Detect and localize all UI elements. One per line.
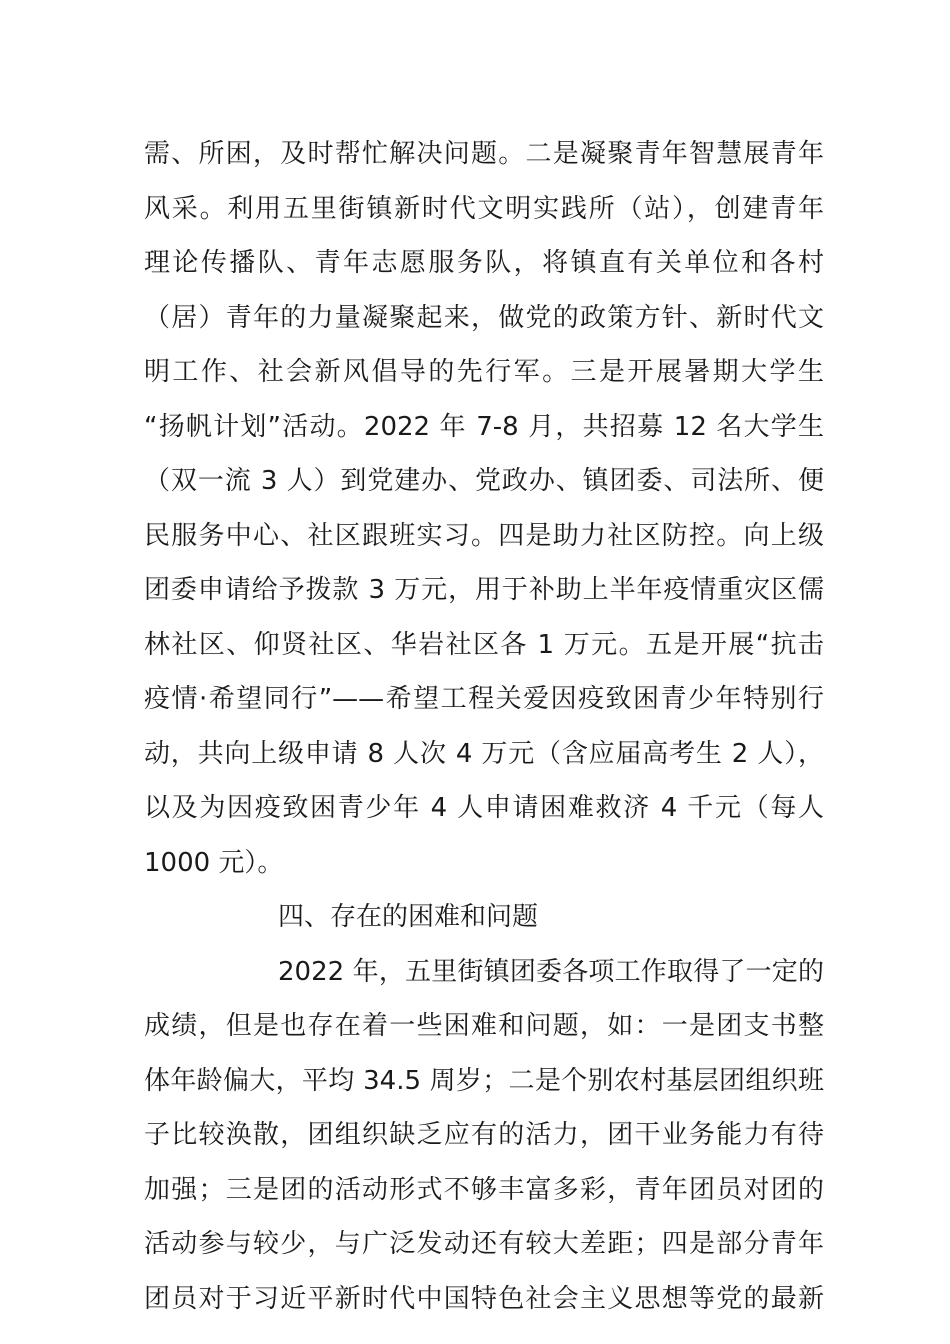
text-line: 体年龄偏大，平均 34.5 周岁；二是个别农村基层团组织班	[144, 1065, 824, 1096]
text-line: 理论传播队、青年志愿服务队，将镇直有关单位和各村	[144, 248, 824, 278]
text-line: 1000 元）。	[144, 847, 284, 878]
text-line: 子比较涣散，团组织缺乏应有的活力，团干业务能力有待	[144, 1120, 824, 1150]
text-line: 动，共向上级申请 8 人次 4 万元（含应届高考生 2 人），	[144, 738, 824, 769]
text-line: （居）青年的力量凝聚起来，做党的政策方针、新时代文	[144, 302, 824, 333]
text-line: （双一流 3 人）到党建办、党政办、镇团委、司法所、便	[144, 466, 824, 496]
text-line: 2022 年，五里街镇团委各项工作取得了一定的	[278, 956, 824, 987]
text-line: 风采。利用五里街镇新时代文明实践所（站），创建青年	[144, 193, 824, 224]
text-line: 活动参与较少，与广泛发动还有较大差距；四是部分青年	[144, 1229, 824, 1259]
text-line: 成绩，但是也存在着一些困难和问题，如：一是团支书整	[144, 1011, 824, 1041]
section-heading: 四、存在的困难和问题	[278, 902, 539, 932]
text-line: 需、所困，及时帮忙解决问题。二是凝聚青年智慧展青年	[144, 139, 824, 169]
document-body	[144, 127, 824, 1326]
text-line: 明工作、社会新风倡导的先行军。三是开展暑期大学生	[144, 357, 824, 387]
text-line: 团员对于习近平新时代中国特色社会主义思想等党的最新	[144, 1283, 824, 1314]
text-line: 林社区、仰贤社区、华岩社区各 1 万元。五是开展“抗击	[144, 629, 824, 660]
paragraph-activities	[144, 127, 824, 890]
text-line: 团委申请给予拨款 3 万元，用于补助上半年疫情重灾区儒	[144, 575, 824, 605]
text-line: 疫情·希望同行”——希望工程关爱因疫致困青少年特别行	[144, 684, 824, 714]
text-line: 加强；三是团的活动形式不够丰富多彩，青年团员对团的	[144, 1174, 824, 1205]
text-line: “扬帆计划”活动。2022 年 7-8 月，共招募 12 名大学生	[144, 411, 824, 442]
paragraph-problems	[144, 945, 824, 1327]
text-line: 民服务中心、社区跟班实习。四是助力社区防控。向上级	[144, 520, 824, 551]
text-line: 以及为因疫致困青少年 4 人申请困难救济 4 千元（每人	[144, 793, 824, 823]
